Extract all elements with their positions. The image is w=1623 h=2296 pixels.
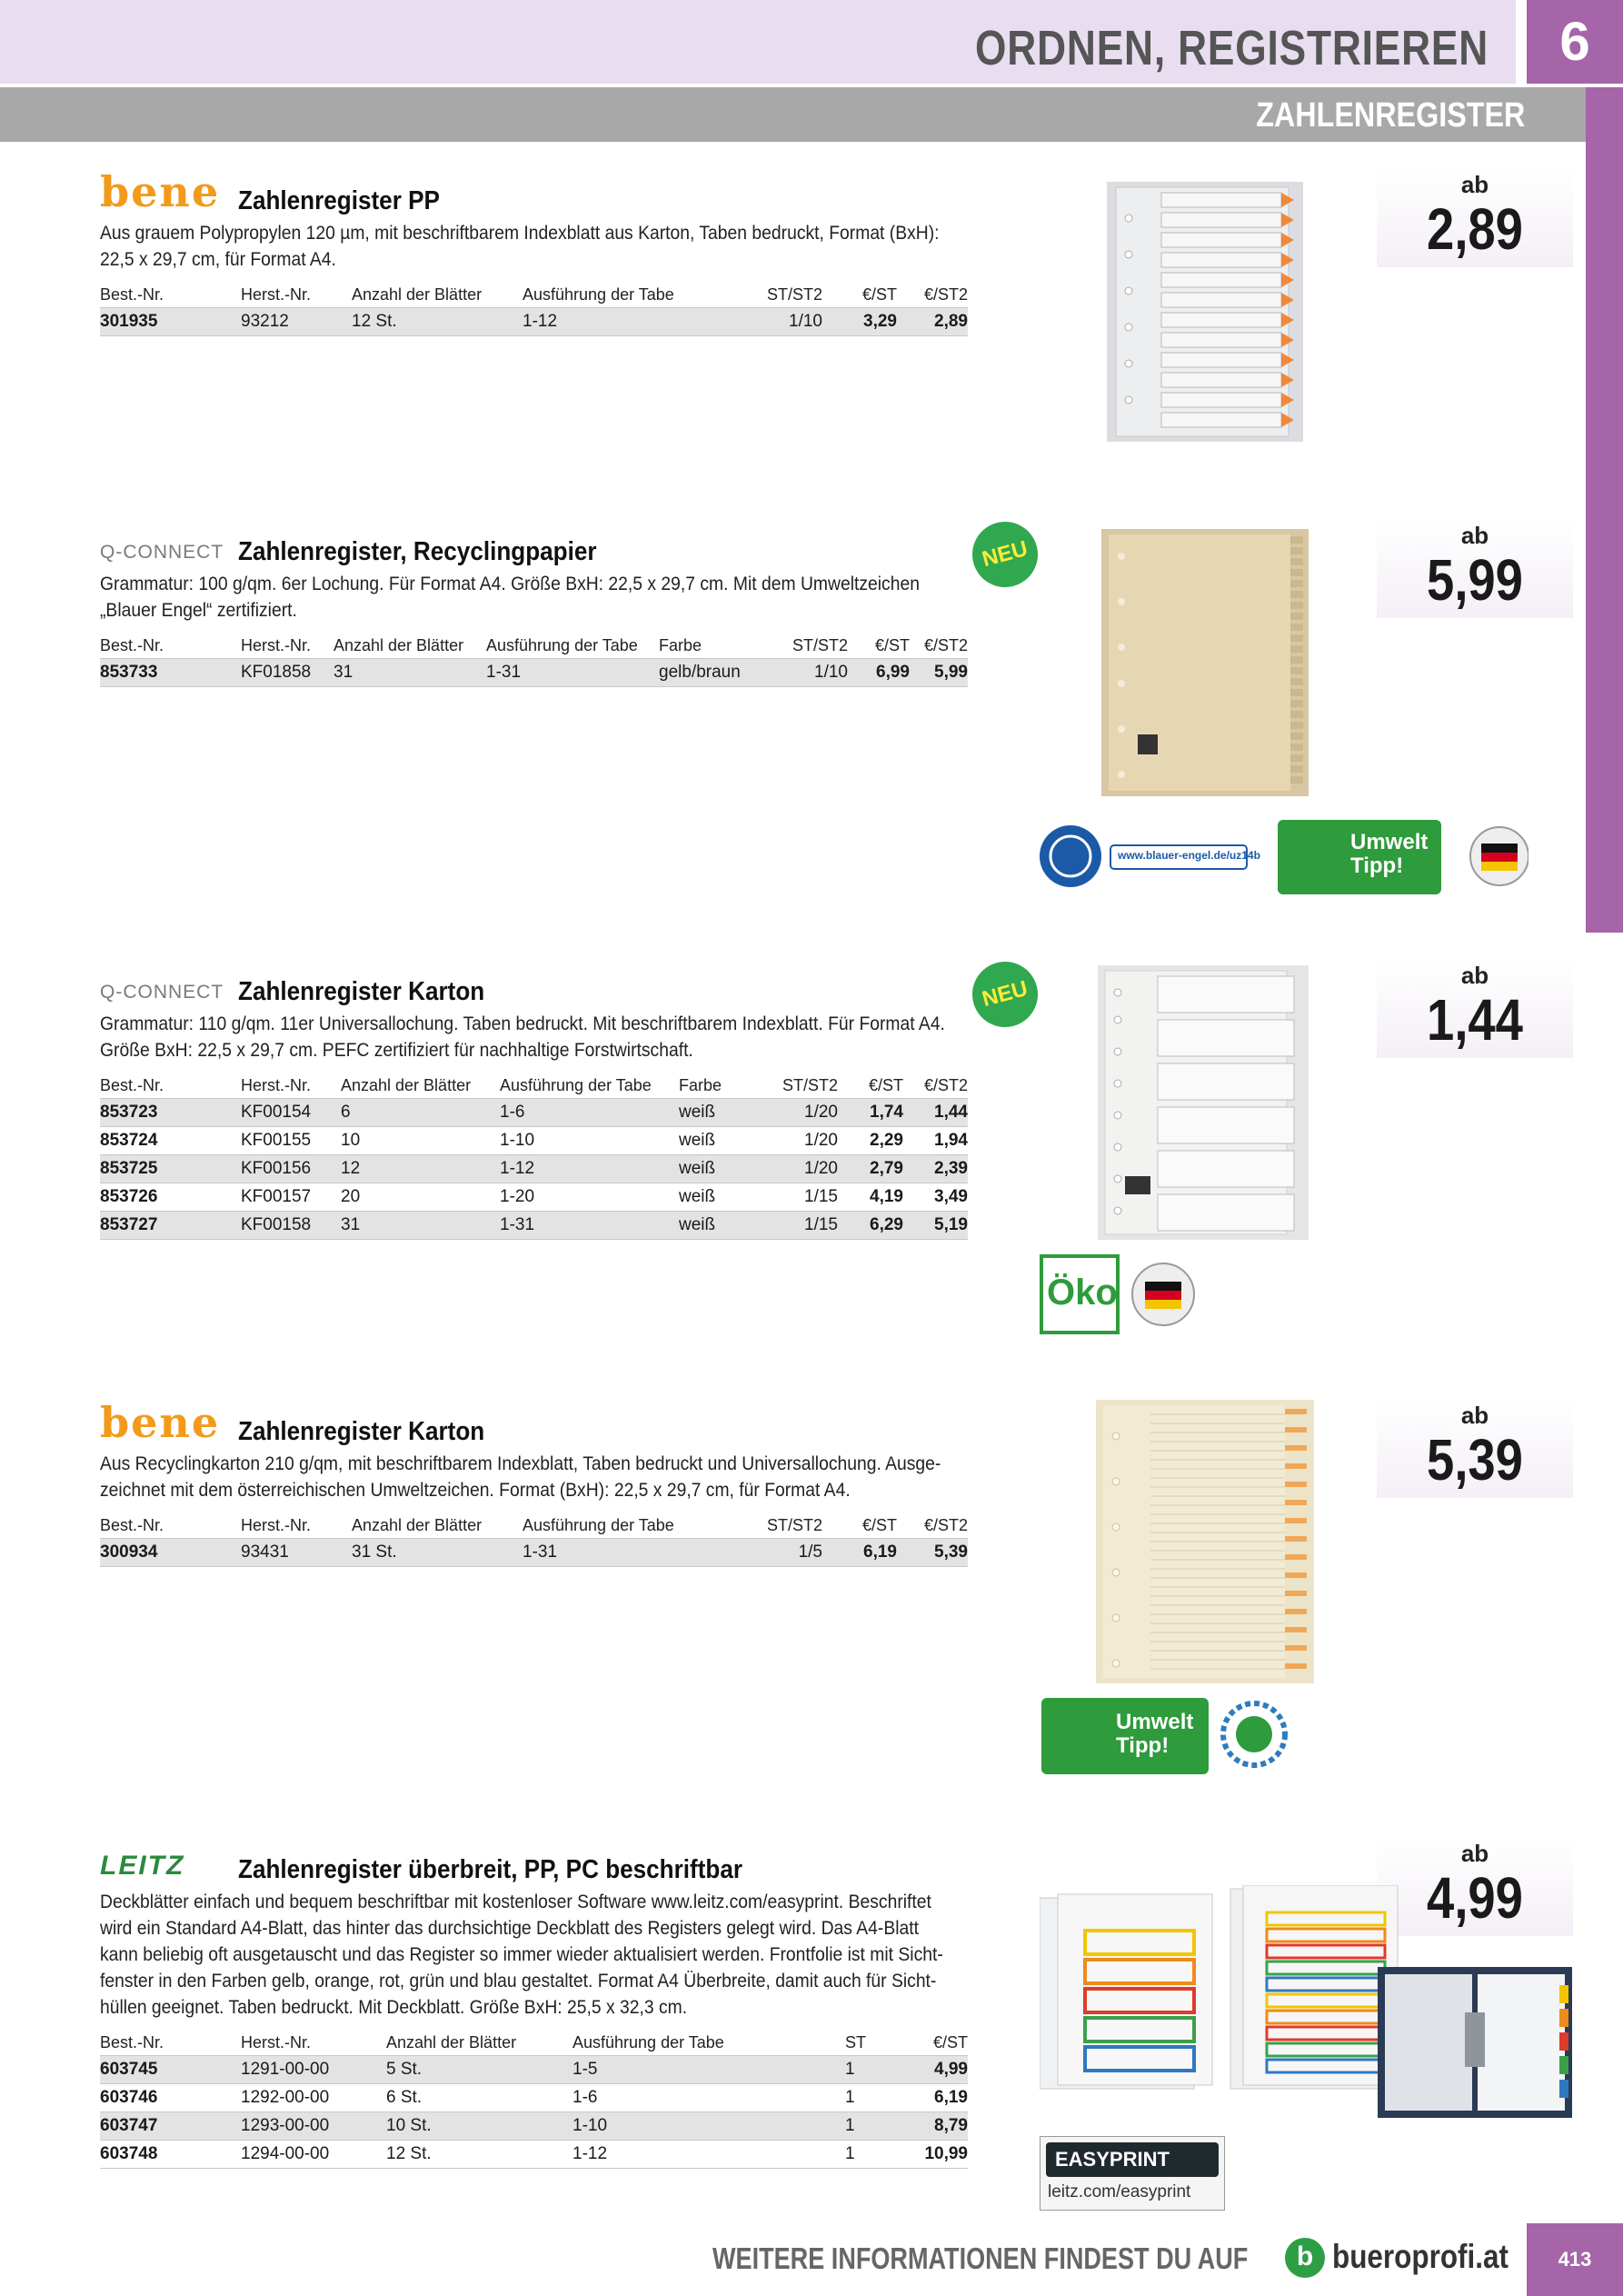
table-row: 603746 1292-00-00 6 St. 1-6 1 6,19 [100,2083,968,2111]
product-image-karton-register [1098,965,1309,1240]
table-row: 853724 KF00155 10 1-10 weiß 1/20 2,29 1,94 [100,1126,968,1154]
product-description: Grammatur: 110 g/qm. 11er Universallochung. Taben bedruckt. Mit beschriftbarem Indexblatt. Für Format A4. Größe BxH: 22,5 x 29,7 cm. PEFC zertifiziert für nachhaltige Forstwirtschaft. [100,1013,945,1061]
spec-table: Best.-Nr. Herst.-Nr. Anzahl der Blätter Ausführung der Tabe ST €/ST 603745 1291-00-00 5 St. 1-5 1 4,99 603746 1292-00-00 6 St. 1-6 1 6,19 603747 1293-00-00 10 St. 1-10 1 8,79 603748 1294-00-00 12 St. 1-12 1 10,99 [100,2031,968,2169]
product-5 [100,1838,968,2169]
product-description: Deckblätter einfach und bequem beschriftbar mit kostenloser Software www.leitz.com/easyprint. Beschriftet wird ein Standard A4-Blatt, das hinter das durchsichtige Deckblatt des Registers gelegt wird. Das A4-Blatt kann beliebig oft ausgetauscht und das Register so immer wieder aktualisiert werden. Frontfolie ist mit Sicht- fenster in den Farben gelb, orange, rot, grün und blau gestaltet. Format A4 Überbreite, damit auch für Sicht- hüllen geeignet. Taben bedruckt. Mit Deckblatt. Größe BxH: 25,5 x 32,3 cm. [100,1892,943,2018]
product-title: Zahlenregister Karton [238,1417,485,1446]
table-row: 300934 93431 31 St. 1-31 1/5 6,19 5,39 [100,1538,968,1566]
chapter-number: 6 [1527,0,1623,84]
brand-logo-bene: bene [100,167,221,216]
price-box: ab 5,99 [1377,520,1573,618]
neu-badge: NEU [965,514,1045,594]
product-image-leitz-registers [1040,1885,1576,2118]
table-row: 603745 1291-00-00 5 St. 1-5 1 4,99 [100,2055,968,2083]
spec-table: Best.-Nr. Herst.-Nr. Anzahl der Blätter Ausführung der Tabe Farbe ST/ST2 €/ST €/ST2 853733 KF01858 31 1-31 gelb/braun 1/10 6,99 5,99 [100,634,968,687]
blauer-engel-badge [1038,818,1528,900]
price-box: ab 4,99 [1377,1838,1573,1936]
footer-url-link[interactable]: bueroprofi.at [1332,2238,1508,2275]
brand-logo-leitz: LEITZ [100,1851,185,1881]
table-row: 853727 KF00158 31 1-31 weiß 1/15 6,29 5,19 [100,1211,968,1239]
product-description: Grammatur: 100 g/qm. 6er Lochung. Für Format A4. Größe BxH: 22,5 x 29,7 cm. Mit dem Umweltzeichen „Blauer Engel“ zertifiziert. [100,574,920,621]
product-3 [100,960,968,1240]
product-title: Zahlenregister PP [238,186,440,215]
product-2 [100,520,968,687]
price-box: ab 5,39 [1377,1400,1573,1498]
subsection-title: ZAHLENREGISTER [1255,96,1525,135]
table-row: 853726 KF00157 20 1-20 weiß 1/15 4,19 3,49 [100,1183,968,1211]
footer-info-text: WEITERE INFORMATIONEN FINDEST DU AUF [712,2241,1249,2275]
brand-logo-bene: bene [100,1398,221,1447]
product-description: Aus Recyclingkarton 210 g/qm, mit beschriftbarem Indexblatt, Taben bedruckt und Universallochung. Ausge- zeichnet mit dem österreichischen Umweltzeichen. Format (BxH): 22,5 x 29,7 cm, für Format A4. [100,1453,941,1501]
neu-badge: NEU [965,954,1045,1034]
umwelt-tipp-badge: Umwelt Tipp! [1350,830,1429,878]
product-image-recycling-register [1101,529,1309,796]
table-row: 853723 KF00154 6 1-6 weiß 1/20 1,74 1,44 [100,1098,968,1126]
brand-logo-q-connect: Q-CONNECT [100,542,224,563]
table-row: 853733 KF01858 31 1-31 gelb/braun 1/10 6,99 5,99 [100,658,968,686]
product-image-recycling-karton-register [1096,1400,1314,1683]
brand-logo-q-connect: Q-CONNECT [100,982,224,1003]
section-title: ORDNEN, REGISTRIEREN [974,21,1489,75]
table-row: 853725 KF00156 12 1-12 weiß 1/20 2,79 2,39 [100,1154,968,1183]
price-box: ab 1,44 [1377,960,1573,1058]
table-row: 301935 93212 12 St. 1-12 1/10 3,29 2,89 [100,307,968,335]
easyprint-badge: EASYPRINT leitz.com/easyprint [1040,2136,1225,2211]
product-description: Aus grauem Polypropylen 120 µm, mit beschriftbarem Indexblatt aus Karton, Taben bedruckt, Format (BxH): 22,5 x 29,7 cm, für Format A4. [100,223,940,270]
chapter-side-tab [1586,87,1623,933]
spec-table: Best.-Nr. Herst.-Nr. Anzahl der Blätter Ausführung der Tabe Farbe ST/ST2 €/ST €/ST2 853723 KF00154 6 1-6 weiß 1/20 1,74 1,44 853724 KF00155 10 1-10 weiß 1/20 2,29 1,94 853725 KF00156 12 1-12 weiß 1/20 2,79 2,39 853726 KF00157 20 1-20 weiß 1/15 4,19 3,49 853727 KF00158 31 1-31 weiß 1/15 6,29 5,19 [100,1074,968,1240]
spec-table: Best.-Nr. Herst.-Nr. Anzahl der Blätter Ausführung der Tabe ST/ST2 €/ST €/ST2 300934 93431 31 St. 1-31 1/5 6,19 5,39 [100,1514,968,1567]
product-title: Zahlenregister, Recyclingpapier [238,537,597,566]
price-box: ab 2,89 [1377,169,1573,267]
oko-label: Öko [1047,1273,1118,1313]
page-number: 413 [1527,2223,1623,2296]
product-title: Zahlenregister überbreit, PP, PC beschriftbar [238,1855,743,1884]
table-row: 603747 1293-00-00 10 St. 1-10 1 8,79 [100,2111,968,2140]
blauer-engel-url: www.blauer-engel.de/uz14b [1118,849,1260,862]
bueroprofi-logo-icon: b [1285,2238,1325,2278]
product-title: Zahlenregister Karton [238,977,485,1006]
product-1 [100,169,968,336]
table-row: 603748 1294-00-00 12 St. 1-12 1 10,99 [100,2140,968,2168]
spec-table: Best.-Nr. Herst.-Nr. Anzahl der Blätter Ausführung der Tabe ST/ST2 €/ST €/ST2 301935 93212 12 St. 1-12 1/10 3,29 2,89 [100,284,968,336]
product-4 [100,1400,968,1567]
product-image-grey-register [1107,182,1303,442]
